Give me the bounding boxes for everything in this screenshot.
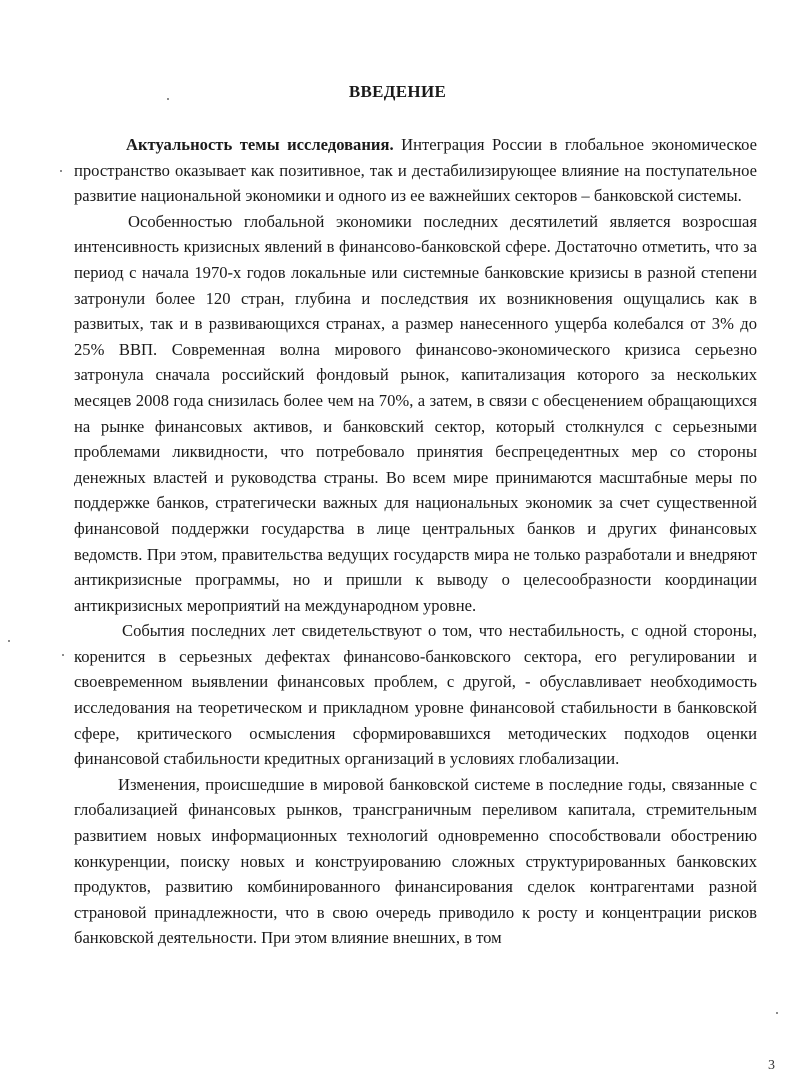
paragraph: События последних лет свидетельствуют о том, что нестабильность, с одной стороны, коренится в серьезных дефектах финансово-банковского сектора, его регулировании и своевременном выявлении финансовых проблем, с другой, - обуславливает необходимость исследования на теоретическом и прикладном уровне финансовой стабильности в банковской сфере, критического осмысления сформировавшихся методических подходов оценки финансовой стабильности кредитных организаций в условиях глобализации. xyxy=(74,621,757,769)
scan-speck xyxy=(776,1012,778,1014)
paragraph: Особенностью глобальной экономики последних десятилетий является возросшая интенсивность кризисных явлений в финансово-банковской сфере. Достаточно отметить, что за период с начала 1970-х годов локальные или системные банковские кризисы в разной степени затронули более 120 стран, глубина и последствия их возникновения ощущались как в развитых, так и в развивающихся странах, а размер нанесенного ущерба колебался от 3% до 25% ВВП. Современная волна мирового финансово-экономического кризиса серьезно затронула сначала российский фондовый рынок, капитализация которого за нескольких месяцев 2008 года снизилась более чем на 70%, а затем, в связи с обесценением обращающихся на рынке финансовых активов, и банковский сектор, который столкнулся с серьезными проблемами ликвидности, что потребовало принятия беспрецедентных мер со стороны денежных властей и руководства страны. Во всем мире принимаются масштабные меры по поддержке банков, стратегически важных для национальных экономик за счет существенной финансовой поддержки государства в лице центральных банков и других финансовых ведомств. При этом, правительства ведущих государств мира не только разработали и внедряют антикризисные программы, но и пришли к выводу о целесообразности координации антикризисных мероприятий на международном уровне. xyxy=(74,211,757,615)
paragraph-lead: Актуальность темы исследования. xyxy=(126,135,394,154)
paragraph xyxy=(74,132,757,209)
scan-speck xyxy=(62,654,64,656)
page-title: ВВЕДЕНИЕ xyxy=(348,82,447,101)
paragraph: Изменения, происшедшие в мировой банковской системе в последние годы, связанные с глобализацией финансовых рынков, трансграничным переливом капитала, стремительным развитием новых информационных технологий одновременно способствовали обострению конкуренции, поиску новых и конструированию сложных структурированных банковских продуктов, развитию комбинированного финансирования сделок контрагентами разной страновой принадлежности, что в свою очередь приводило к росту и концентрации рисков банковской деятельности. При этом влияние внешних, в том xyxy=(74,774,757,948)
page-number: 3 xyxy=(768,1058,775,1073)
body-text xyxy=(74,132,757,951)
paragraph-text: Интеграция России в глобальное экономическое пространство оказывает как позитивное, так и дестабилизирующее влияние на поступательное развитие национальной экономики и одного из ее важнейших секторов – банковской системы. xyxy=(74,135,757,206)
scan-speck xyxy=(167,98,169,100)
scan-speck xyxy=(60,170,62,172)
scan-speck xyxy=(8,640,10,642)
